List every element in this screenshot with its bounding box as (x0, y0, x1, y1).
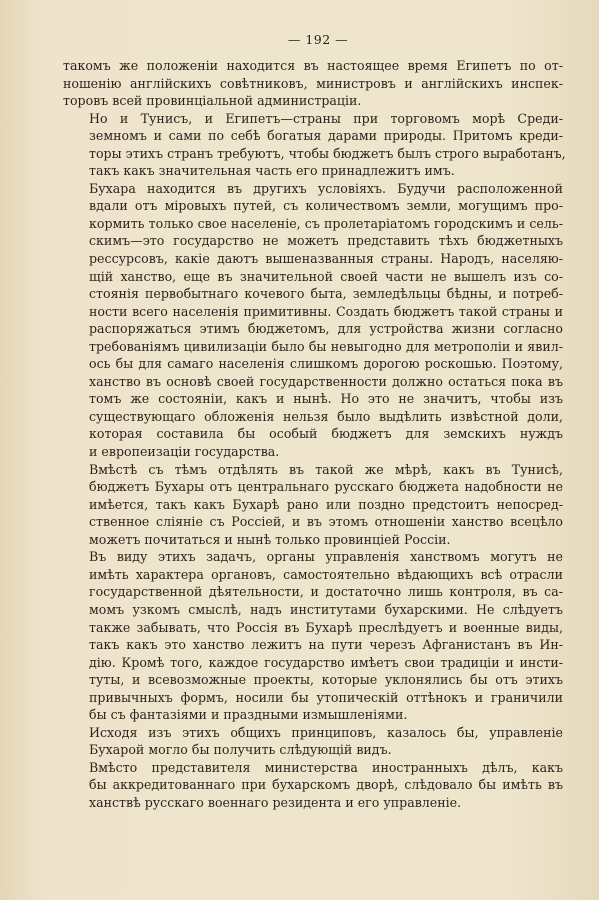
text-line: ханствѣ русскаго военнаго резидента и его управленіе. (89, 794, 462, 810)
text-line: ось бы для самаго населенія слишкомъ дорогою роскошью. Поэтому, (89, 356, 563, 372)
text-line: торы этихъ странъ требуютъ, чтобы бюджетъ былъ строго выработанъ, (89, 145, 566, 161)
text-line: Но и Тунисъ, и Египетъ—страны при торговомъ морѣ Среди- (89, 110, 563, 126)
text-line: бюджетъ Бухары отъ центральнаго русскаго бюджета надобности не (89, 479, 563, 495)
text-line: ношенію англійскихъ совѣтниковъ, министровъ и англійскихъ инспек- (63, 75, 563, 91)
text-line: имѣется, такъ какъ Бухарѣ рано или поздно предстоитъ непосред- (89, 496, 563, 512)
text-line: распоряжаться этимъ бюджетомъ, для устройства жизни согласно (89, 321, 563, 337)
paragraph (63, 110, 566, 180)
text-line: и европеизаціи государства. (89, 444, 280, 460)
text-line: Вмѣсто представителя министерства иностранныхъ дѣлъ, какъ (89, 759, 563, 775)
paragraph (63, 461, 563, 549)
body-text (63, 57, 566, 812)
text-line: щій ханство, еще въ значительной своей части не вышелъ изъ со- (89, 268, 563, 284)
text-line: требованіямъ цивилизаціи было бы невыгодно для метрополіи и явил- (89, 338, 563, 354)
text-line: такъ какъ это ханство лежитъ на пути черезъ Афганистанъ въ Ин- (89, 637, 563, 653)
text-line: государственной дѣятельности, и достаточно лишь контроля, въ са- (89, 584, 563, 600)
text-line: можетъ почитаться и нынѣ только провинціей Россіи. (89, 531, 451, 547)
text-line: Бухарой могло бы получить слѣдующій видъ. (89, 742, 392, 758)
text-line: томъ же состояніи, какъ и нынѣ. Но это не значитъ, чтобы изъ (89, 391, 563, 407)
text-line: ственное сліяніе съ Россіей, и въ этомъ отношеніи ханство всецѣло (89, 514, 563, 530)
text-line: бы аккредитованнаго при бухарскомъ дворѣ, слѣдовало бы имѣть въ (89, 777, 563, 793)
paragraph (63, 724, 563, 759)
text-line: которая составила бы особый бюджетъ для земскихъ нуждъ (89, 426, 563, 442)
paragraph (63, 548, 563, 723)
text-line: кормить только свое населеніе, съ пролетаріатомъ городскимъ и сель- (89, 215, 563, 231)
text-line: дію. Кромѣ того, каждое государство имѣетъ свои традиціи и инсти- (89, 654, 563, 670)
text-line: ности всего населенія примитивны. Создать бюджетъ такой страны и (89, 303, 563, 319)
text-line: Бухара находится въ другихъ условіяхъ. Будучи расположенной (89, 180, 563, 196)
paragraph (63, 57, 563, 110)
text-line: бы съ фантазіями и праздными измышленіями. (89, 707, 408, 723)
text-line: скимъ—это государство не можетъ представить тѣхъ бюджетныхъ (89, 233, 563, 249)
text-line: имѣть характера органовъ, самостоятельно вѣдающихъ всѣ отрасли (89, 566, 563, 582)
paragraph (63, 180, 563, 461)
text-line: такъ какъ значительная часть его принадлежитъ имъ. (89, 163, 455, 179)
text-line: момъ узкомъ смыслѣ, надъ институтами бухарскими. Не слѣдуетъ (89, 601, 563, 617)
text-line: торовъ всей провинціальной администраціи. (63, 93, 362, 109)
paragraph (63, 759, 563, 812)
text-line: рессурсовъ, какіе даютъ вышеназванныя страны. Народъ, населяю- (89, 251, 563, 267)
text-line: туты, и всевозможные проекты, которые уклонялись бы отъ этихъ (89, 672, 563, 688)
text-line: ханство въ основѣ своей государственности должно остаться пока въ (89, 373, 563, 389)
text-line: вдали отъ міровыхъ путей, съ количествомъ земли, могущимъ про- (89, 198, 563, 214)
text-line: также забывать, что Россія въ Бухарѣ преслѣдуетъ и военные виды, (89, 619, 563, 635)
text-line: такомъ же положеніи находится въ настоящее время Египетъ по от- (63, 58, 563, 73)
text-line: привычныхъ формъ, носили бы утопическій оттѣнокъ и граничили (89, 689, 563, 705)
text-line: Исходя изъ этихъ общихъ принциповъ, казалось бы, управленіе (89, 724, 563, 740)
text-line: Вмѣстѣ съ тѣмъ отдѣлять въ такой же мѣрѣ, какъ въ Тунисѣ, (89, 461, 563, 477)
text-line: стоянія первобытнаго кочевого быта, земледѣльцы бѣдны, и потреб- (89, 286, 563, 302)
text-line: существующаго обложенія нельзя было выдѣлить извѣстной доли, (89, 408, 563, 424)
text-line: земномъ и сами по себѣ богатыя дарами природы. Притомъ креди- (89, 128, 563, 144)
page-number: — 192 — (287, 32, 349, 47)
text-line: Въ виду этихъ задачъ, органы управленія ханствомъ могутъ не (89, 549, 563, 565)
